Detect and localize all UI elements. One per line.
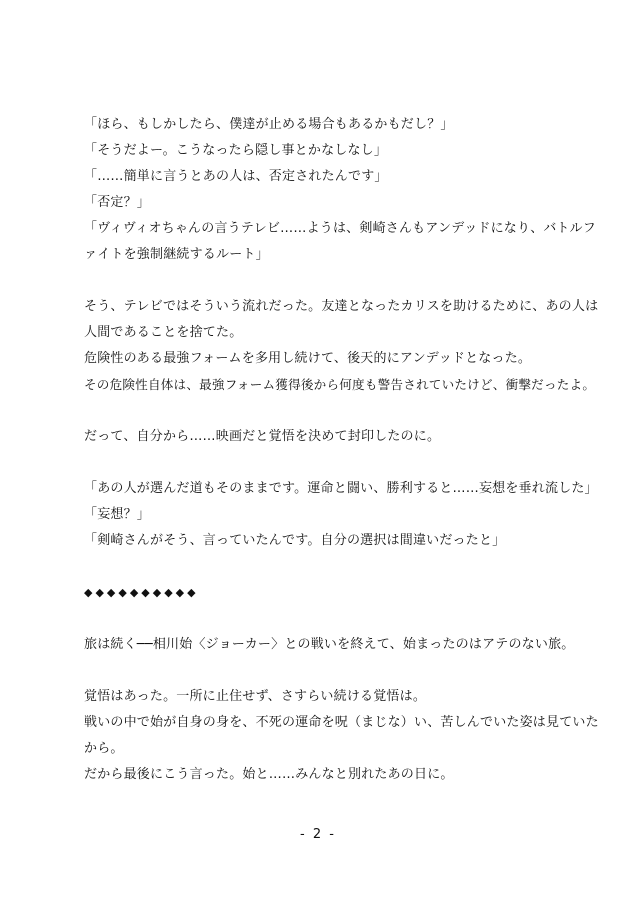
text-line: 「ヴィヴィオちゃんの言うテレビ……ようは、剣崎さんもアンデッドになり、バトルフ bbox=[84, 221, 596, 236]
text-line: 「……簡単に言うとあの人は、否定されたんです」 bbox=[84, 169, 388, 184]
body-text bbox=[84, 112, 599, 788]
text-line: 戦いの中で始が自身の身を、不死の運命を呪（まじな）い、苦しんでいた姿は見ていた bbox=[84, 715, 599, 730]
text-line: 人間であることを捨てた。 bbox=[84, 325, 243, 340]
text-line: その危険性自体は、最強フォーム獲得後から何度も警告されていたけど、衝撃だったよ。 bbox=[84, 377, 596, 392]
text-line: そう、テレビではそういう流れだった。友達となったカリスを助けるために、あの人は bbox=[84, 299, 599, 314]
text-line: だって、自分から……映画だと覚悟を決めて封印したのに。 bbox=[84, 429, 441, 444]
text-line: 「ほら、もしかしたら、僕達が止める場合もあるかもだし？」 bbox=[84, 117, 454, 132]
text-line: から。 bbox=[84, 741, 124, 756]
page-number: - 2 - bbox=[300, 827, 336, 842]
text-line: だから最後にこう言った。始と……みんなと別れたあの日に。 bbox=[84, 767, 454, 782]
text-line: 「そうだよー。こうなったら隠し事とかなしなし」 bbox=[84, 143, 388, 158]
text-line: 「妄想？」 bbox=[84, 507, 151, 522]
blank-line bbox=[84, 658, 564, 684]
blank-line bbox=[84, 450, 564, 476]
blank-line bbox=[84, 606, 564, 632]
text-line: 覚悟はあった。一所に止住せず、さすらい続ける覚悟は。 bbox=[84, 689, 427, 704]
text-line: 「剣崎さんがそう、言っていたんです。自分の選択は間違いだったと」 bbox=[84, 533, 506, 548]
blank-line bbox=[84, 398, 564, 424]
blank-line bbox=[84, 268, 564, 294]
text-line: ァイトを強制継続するルート」 bbox=[84, 247, 269, 262]
blank-line bbox=[84, 554, 564, 580]
section-divider: ◆◆◆◆◆◆◆◆◆◆ bbox=[84, 586, 199, 599]
text-line: 危険性のある最強フォームを多用し続けて、後天的にアンデッドとなった。 bbox=[84, 351, 532, 366]
text-line: 「あの人が選んだ道もそのままです。運命と闘い、勝利すると……妄想を垂れ流した」 bbox=[84, 481, 598, 496]
text-line: 「否定？」 bbox=[84, 195, 151, 210]
text-line: 旅は続く──相川始〈ジョーカー〉との戦いを終えて、始まったのはアテのない旅。 bbox=[84, 637, 575, 652]
